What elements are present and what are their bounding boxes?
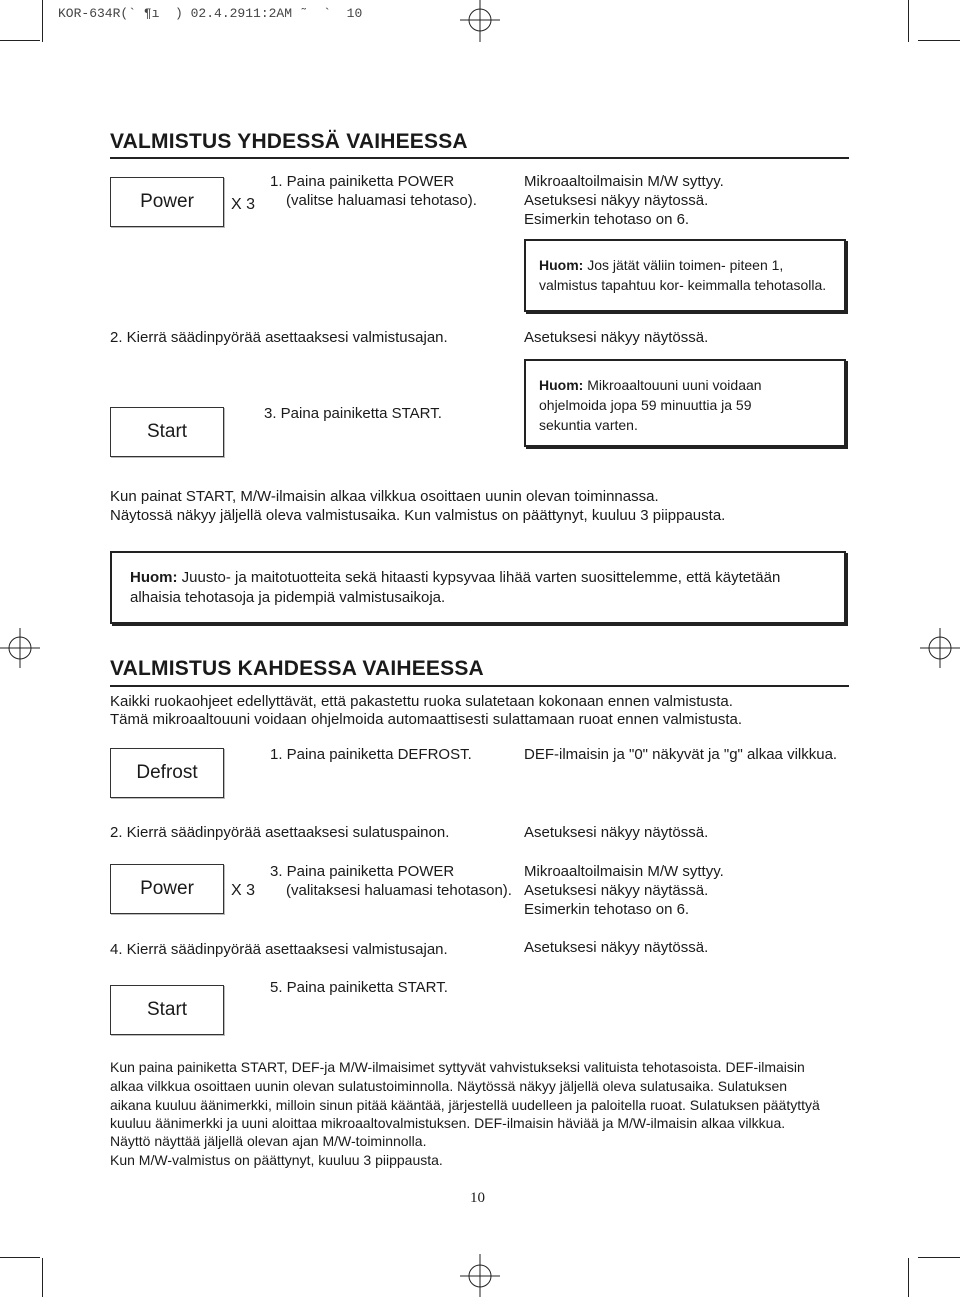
after-text-2: Näytossä näkyy jäljellä oleva valmistusaika. Kun valmistus on päättynyt, kuuluu 3 piippausta. <box>110 507 726 524</box>
registration-mark-top-icon <box>458 0 502 44</box>
note2-line1: Mikroaaltouuni uuni voidaan <box>587 377 762 393</box>
note1-text <box>539 255 783 275</box>
note2-label: Huom: <box>539 377 584 393</box>
note1-label: Huom: <box>539 257 584 273</box>
step3-text: 3. Paina painiketta START. <box>264 405 442 422</box>
section1-title: VALMISTUS YHDESSÄ VAIHEESSA <box>110 130 468 153</box>
crop-mark <box>908 1258 909 1297</box>
step1-result-3: Esimerkin tehotaso on 6. <box>524 211 690 228</box>
note2-line3: sekuntia varten. <box>539 417 638 433</box>
s2-step2-result: Asetuksesi näkyy näytössä. <box>524 824 709 841</box>
page-number: 10 <box>470 1190 485 1206</box>
defrost-button[interactable]: Defrost <box>110 748 224 798</box>
note1-line2: valmistus tapahtuu kor- keimmalla tehotasolla. <box>539 277 827 293</box>
step1-text: 1. Paina painiketta POWER <box>270 173 455 190</box>
crop-mark <box>42 0 43 42</box>
note-box-3 <box>110 551 846 624</box>
crop-mark <box>0 40 40 41</box>
note1-line1: Jos jätät väliin toimen- piteen 1, <box>587 257 784 273</box>
s2-step1-text: 1. Paina painiketta DEFROST. <box>270 746 472 763</box>
power-multiplier: X 3 <box>231 196 256 213</box>
s2-step1-result: DEF-ilmaisin ja "0" näkyvät ja "g" alkaa vilkkua. <box>524 746 838 763</box>
note3-label: Huom: <box>130 569 178 586</box>
note2-line2: ohjelmoida jopa 59 minuuttia ja 59 <box>539 397 752 413</box>
s2-step4-result: Asetuksesi näkyy näytössä. <box>524 939 709 956</box>
crop-mark <box>918 40 960 41</box>
note-box-2 <box>524 359 846 447</box>
s2-step5-text: 5. Paina painiketta START. <box>270 979 448 996</box>
note3-line1: Juusto- ja maitotuotteita sekä hitaasti kypsyvaa lihää varten suosittelemme, että käytetään <box>181 569 781 586</box>
final-text-3: aikana kuuluu äänimerkki, milloin sinun pitää kääntää, järjestellä uudelleen ja paloitella ruoat. Sulatuksen päätyttyä <box>110 1097 820 1113</box>
step2-text: 2. Kierrä säädinpyörää asettaaksesi valmistusajan. <box>110 329 448 346</box>
note-box-1 <box>524 239 846 312</box>
section2-rule <box>110 685 849 687</box>
note3-line2: alhaisia tehotasoja ja pidempiä valmistusaikoja. <box>130 589 446 606</box>
registration-mark-left-icon <box>0 626 44 670</box>
s2-start-button[interactable]: Start <box>110 985 224 1035</box>
note3-text <box>130 568 780 588</box>
after-text-1: Kun painat START, M/W-ilmaisin alkaa vilkkua osoittaen uunin olevan toiminnassa. <box>110 488 659 505</box>
final-text-2: alkaa vilkkua osoittaen uunin olevan sulatustoiminnolla. Näytössä näkyy jäljellä oleva sulatusaika. Sulatuksen <box>110 1078 788 1094</box>
section1-rule <box>110 157 849 159</box>
s2-step3-result-2: Asetuksesi näkyy näytässä. <box>524 882 709 899</box>
crop-mark <box>42 1258 43 1297</box>
power-button[interactable]: Power <box>110 177 224 227</box>
s2-step2-text: 2. Kierrä säädinpyörää asettaaksesi sulatuspainon. <box>110 824 450 841</box>
s2-step3-text: 3. Paina painiketta POWER <box>270 863 455 880</box>
s2-power-button[interactable]: Power <box>110 864 224 914</box>
crop-mark <box>0 1257 40 1258</box>
s2-step4-text: 4. Kierrä säädinpyörää asettaaksesi valmistusajan. <box>110 941 448 958</box>
crop-mark <box>908 0 909 42</box>
registration-mark-right-icon <box>916 626 960 670</box>
crop-mark <box>918 1257 960 1258</box>
step2-result: Asetuksesi näkyy näytössä. <box>524 329 709 346</box>
registration-mark-bottom-icon <box>458 1254 502 1297</box>
final-text-5: Näyttö näyttää jäljellä olevan ajan M/W-toiminnolla. <box>110 1133 427 1149</box>
step1-text-sub: (valitse haluamasi tehotaso). <box>286 192 477 209</box>
print-header: KOR-634R(` ¶ı ) 02.4.2911:2AM ˜ ` 10 <box>58 6 363 21</box>
step1-result-1: Mikroaaltoilmaisin M/W syttyy. <box>524 173 724 190</box>
final-text-6: Kun M/W-valmistus on päättynyt, kuuluu 3 piippausta. <box>110 1152 443 1168</box>
step1-result-2: Asetuksesi näkyy näytossä. <box>524 192 709 209</box>
section2-intro-1: Kaikki ruokaohjeet edellyttävät, että pakastettu ruoka sulatetaan kokonaan ennen valmistusta. <box>110 693 733 710</box>
final-text-4: kuuluu äänimerkki ja uuni aloittaa mikroaaltovalmistuksen. DEF-ilmaisin häviää ja M/W-ilmaisin alkaa vilkkua. <box>110 1115 786 1131</box>
s2-step3-result-1: Mikroaaltoilmaisin M/W syttyy. <box>524 863 724 880</box>
section2-intro-2: Tämä mikroaaltouuni voidaan ohjelmoida automaattisesti sulattamaan ruoat ennen valmistusta. <box>110 711 743 728</box>
start-button[interactable]: Start <box>110 407 224 457</box>
s2-step3-text-sub: (valitaksesi haluamasi tehotason). <box>286 882 512 899</box>
section2-title: VALMISTUS KAHDESSA VAIHEESSA <box>110 657 484 680</box>
note2-text <box>539 375 762 395</box>
s2-step3-result-3: Esimerkin tehotaso on 6. <box>524 901 690 918</box>
final-text-1: Kun paina painiketta START, DEF-ja M/W-ilmaisimet syttyvät vahvistukseksi valituista tehotasoista. DEF-ilmaisin <box>110 1059 805 1075</box>
s2-power-multiplier: X 3 <box>231 882 256 899</box>
